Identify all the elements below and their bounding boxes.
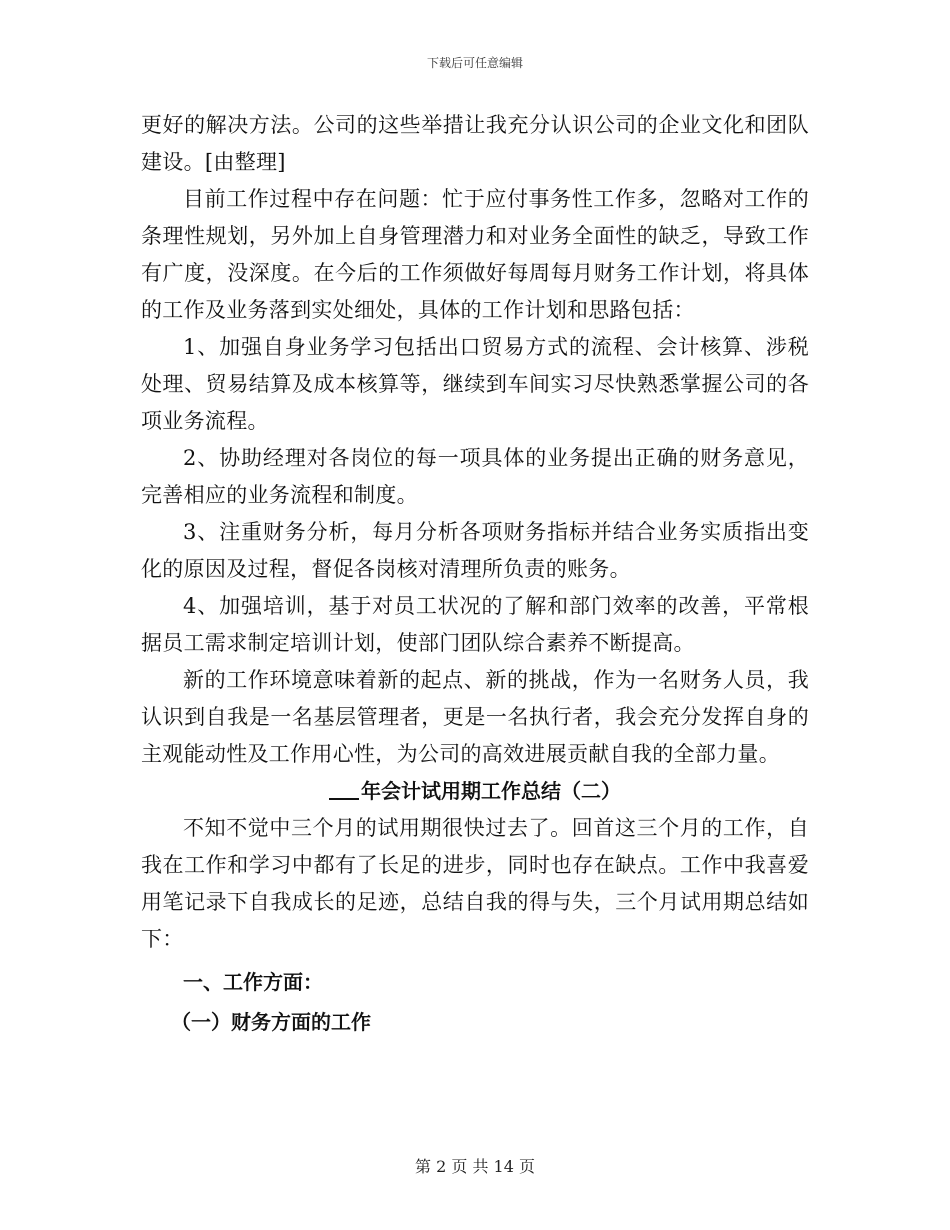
paragraph-1: 更好的解决方法。公司的这些举措让我充分认识公司的企业文化和团队建设。[由整理] xyxy=(141,113,809,174)
section-title-text: 年会计试用期工作总结（二） xyxy=(361,779,621,803)
paragraph-3: 1、加强自身业务学习包括出口贸易方式的流程、会计核算、涉税处理、贸易结算及成本核算等，继续到车间实习尽快熟悉掌握公司的各项业务流程。 xyxy=(141,335,809,433)
paragraph-2: 目前工作过程中存在问题：忙于应付事务性工作多，忽略对工作的条理性规划，另外加上自身管理潜力和对业务全面性的缺乏，导致工作有广度，没深度。在今后的工作须做好每周每月财务工作计划，将具体的工作及业务落到实处细处，具体的工作计划和思路包括： xyxy=(141,187,809,322)
section-title xyxy=(141,773,809,810)
page-footer: 第 2 页 共 14 页 xyxy=(415,1157,535,1176)
heading-finance-work: （一）财务方面的工作 xyxy=(171,1010,371,1034)
paragraph-6: 4、加强培训，基于对员工状况的了解和部门效率的改善，平常根据员工需求制定培训计划，使部门团队综合素养不断提高。 xyxy=(141,594,809,655)
document-body xyxy=(141,107,809,1042)
page-header: 下载后可任意编辑 xyxy=(426,56,523,70)
title-blank-line xyxy=(329,778,359,800)
paragraph-7: 新的工作环境意味着新的起点、新的挑战，作为一名财务人员，我认识到自我是一名基层管理者，更是一名执行者，我会充分发挥自身的主观能动性及工作用心性，为公司的高效进展贡献自我的全部力量。 xyxy=(141,668,809,766)
heading-work-aspects: 一、工作方面： xyxy=(183,970,323,994)
paragraph-5: 3、注重财务分析，每月分析各项财务指标并结合业务实质指出变化的原因及过程，督促各岗核对清理所负责的账务。 xyxy=(141,520,809,581)
paragraph-8: 不知不觉中三个月的试用期很快过去了。回首这三个月的工作，自我在工作和学习中都有了长足的进步，同时也存在缺点。工作中我喜爱用笔记录下自我成长的足迹，总结自我的得与失，三个月试用期总结如下： xyxy=(141,816,809,951)
paragraph-4: 2、协助经理对各岗位的每一项具体的业务提出正确的财务意见，完善相应的业务流程和制度。 xyxy=(141,446,809,507)
